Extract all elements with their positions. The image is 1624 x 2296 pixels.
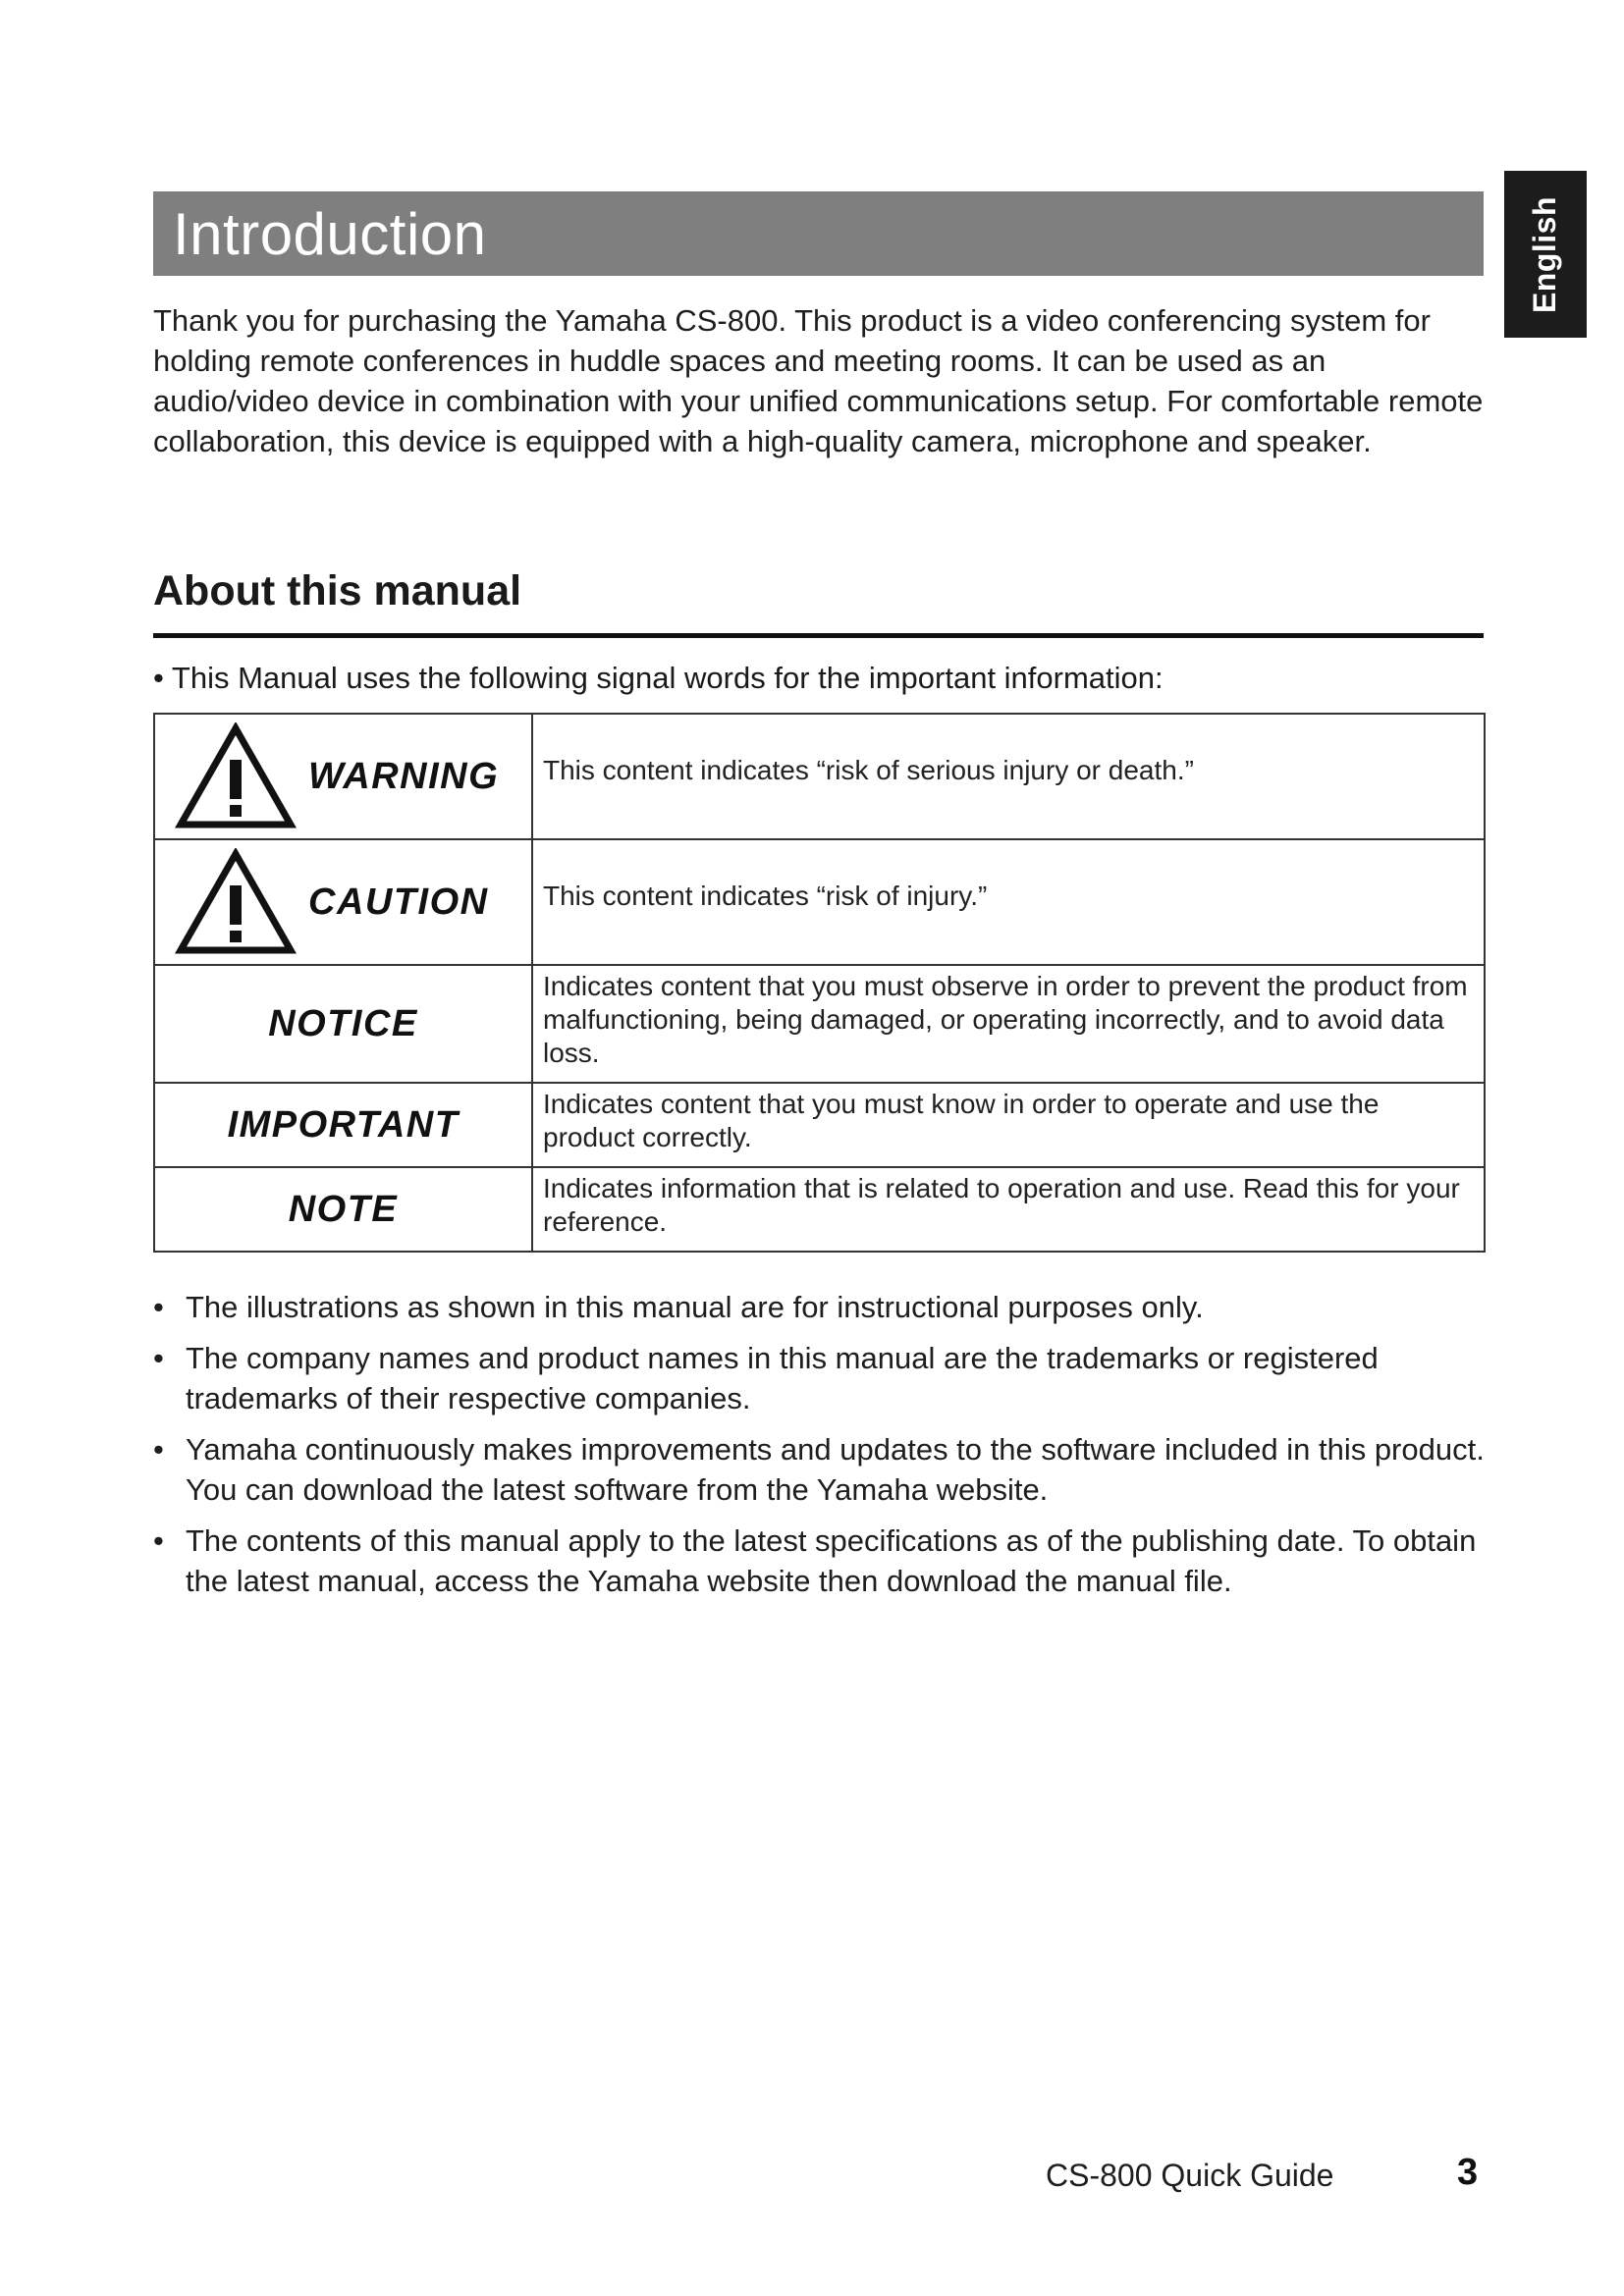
list-item [153, 1521, 1489, 1601]
table-row [154, 965, 1485, 1083]
table-row [154, 839, 1485, 965]
manual-notes-list [153, 1287, 1489, 1612]
signal-description-important: Indicates content that you must know in order to operate and use the product correctly. [532, 1083, 1485, 1167]
signal-description-warning: This content indicates “risk of serious injury or death.” [532, 714, 1485, 839]
table-row [154, 1083, 1485, 1167]
list-item [153, 1429, 1489, 1510]
signal-words-table [153, 713, 1486, 1253]
signal-word-caution: CAUTION [308, 881, 489, 923]
signal-word-important: IMPORTANT [227, 1103, 460, 1146]
section-title-bar [153, 191, 1484, 276]
table-row [154, 714, 1485, 839]
intro-paragraph: Thank you for purchasing the Yamaha CS-800. This product is a video conferencing system for holding remote conferences in huddle spaces and meeting rooms. It can be used as an audio/video device in combination with your unified communications setup. For comfortable remote collaboration, this device is equipped with a high-quality camera, microphone and speaker. [153, 303, 1484, 458]
list-item-text: The contents of this manual apply to the latest specifications as of the publishing date. To obtain the latest manual, access the Yamaha website then download the manual file. [186, 1523, 1477, 1598]
warning-triangle-icon [175, 848, 297, 956]
signal-word-notice: NOTICE [268, 1002, 418, 1044]
bullet-dot: • [153, 1523, 164, 1558]
list-item-text: The illustrations as shown in this manual are for instructional purposes only. [186, 1290, 1204, 1324]
signal-word-cell [154, 1083, 532, 1167]
signal-words-intro [153, 658, 1164, 698]
signal-word-cell [154, 839, 532, 965]
language-tab-label: English [1527, 195, 1563, 313]
signal-description-notice: Indicates content that you must observe in order to prevent the product from malfunctioning, being damaged, or operating incorrectly, and to avoid data loss. [532, 965, 1485, 1083]
signal-word-note: NOTE [288, 1188, 399, 1230]
about-heading: About this manual [153, 563, 1484, 638]
signal-description-note: Indicates information that is related to operation and use. Read this for your reference. [532, 1167, 1485, 1252]
footer-guide-name: CS-800 Quick Guide [1046, 2158, 1334, 2193]
list-item [153, 1338, 1489, 1418]
bullet-dot: • [153, 1341, 164, 1375]
signal-words-intro-text: This Manual uses the following signal words for the important information: [171, 661, 1164, 695]
table-row [154, 1167, 1485, 1252]
signal-word-cell [154, 1167, 532, 1252]
section-title: Introduction [173, 200, 487, 267]
bullet-dot: • [153, 1432, 164, 1467]
list-item-text: Yamaha continuously makes improvements and updates to the software included in this product. You can download the latest software from the Yamaha website. [186, 1432, 1485, 1507]
list-item-text: The company names and product names in this manual are the trademarks or registered trademarks of their respective companies. [186, 1341, 1379, 1415]
signal-word-cell [154, 965, 532, 1083]
warning-triangle-icon [175, 722, 297, 830]
list-item [153, 1287, 1489, 1327]
footer-page-number: 3 [1457, 2152, 1479, 2193]
bullet-dot: • [153, 661, 164, 695]
language-tab [1504, 171, 1587, 338]
bullet-dot: • [153, 1290, 164, 1324]
signal-description-caution: This content indicates “risk of injury.” [532, 839, 1485, 965]
signal-word-warning: WARNING [308, 755, 500, 797]
signal-word-cell [154, 714, 532, 839]
